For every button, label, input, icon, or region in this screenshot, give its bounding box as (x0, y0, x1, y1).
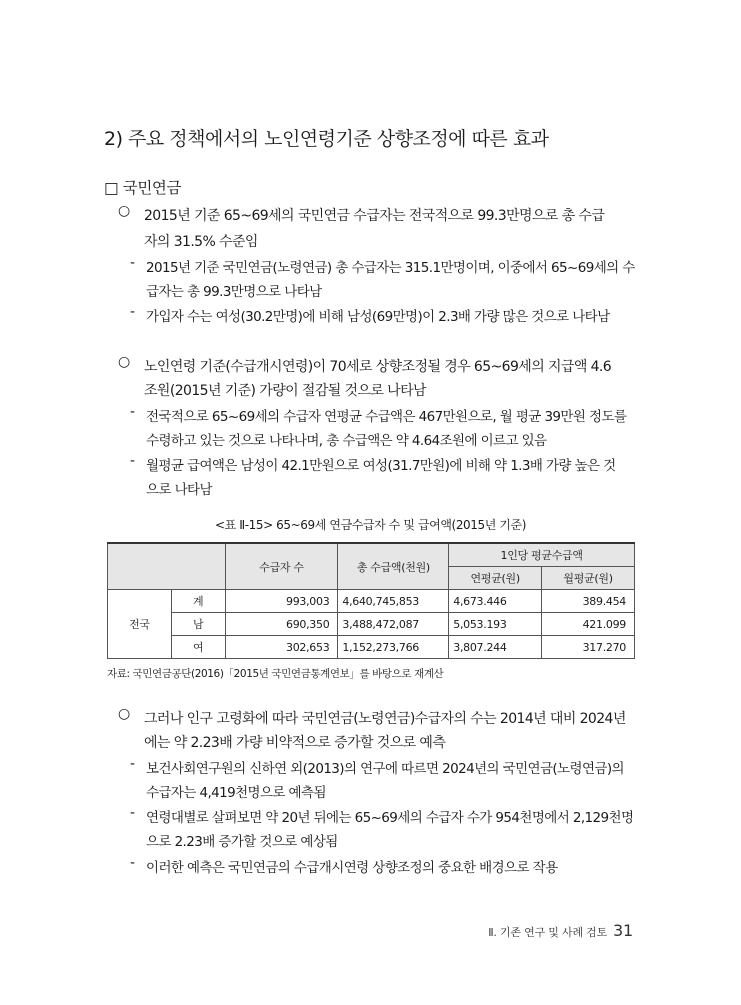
chapter-title: Ⅱ. 기존 연구 및 사례 검토 (488, 926, 608, 939)
s2-dash1-line1: 전국적으로 65~69세의 수급자 연평균 수급액은 467만원으로, 월 평균 39만원 정도를 (146, 409, 627, 425)
table-caption: <표 Ⅱ-15> 65~69세 연금수급자 수 및 급여액(2015년 기준) (214, 518, 527, 532)
s3-dash3-line1: 이러한 예측은 국민연금의 수급개시연령 상향조정의 중요한 배경으로 작용 (146, 860, 558, 876)
cell-monthly: 317.270 (542, 636, 635, 659)
s3-line1: 그러나 인구 고령화에 따라 국민연금(노령연금)수급자의 수는 2014년 대비 2024년 (144, 711, 626, 727)
section-heading: 2) 주요 정책에서의 노인연령기준 상향조정에 따른 효과 (104, 128, 549, 150)
row-label: 남 (171, 613, 225, 636)
cell-monthly: 389.454 (542, 590, 635, 613)
page-footer (488, 921, 633, 940)
s2-dash1-line2: 수령하고 있는 것으로 나타나며, 총 수급액은 약 4.64조원에 이르고 있음 (146, 433, 547, 449)
table-corner-cell (108, 543, 226, 590)
s2-line1: 노인연령 기준(수급개시연령)이 70세로 상향조정될 경우 65~69세의 지급액 4.6 (144, 359, 612, 375)
dash-mark: - (130, 404, 136, 420)
dash-mark: - (130, 255, 136, 271)
bullet-mark: ○ (118, 706, 131, 722)
pension-table (107, 542, 635, 659)
table-source: 자료: 국민연금공단(2016)「2015년 국민연금통계연보」를 바탕으로 재계산 (107, 668, 444, 680)
cell-total: 4,640,745,853 (338, 590, 449, 613)
table-header: 총 수급액(천원) (338, 543, 449, 590)
s1-dash1-line2: 급자는 총 99.3만명으로 나타남 (146, 284, 322, 300)
cell-annual: 5,053.193 (449, 613, 542, 636)
table-header: 수급자 수 (225, 543, 338, 590)
s1-dash1-line1: 2015년 기준 국민연금(노령연금) 총 수급자는 315.1만명이며, 이중에서 65~69세의 수 (146, 260, 635, 276)
s3-dash2-line1: 연령대별로 살펴보면 약 20년 뒤에는 65~69세의 수급자 수가 954천명에서 2,129천명 (146, 810, 634, 826)
region-cell: 전국 (108, 590, 172, 659)
bullet-mark: ○ (118, 203, 131, 219)
cell-total: 1,152,273,766 (338, 636, 449, 659)
subsection-heading: □ 국민연금 (104, 179, 182, 197)
cell-recipients: 302,653 (225, 636, 338, 659)
s3-dash1-line1: 보건사회연구원의 신하연 외(2013)의 연구에 따르면 2024년의 국민연금(노령연금)의 (146, 761, 624, 777)
cell-annual: 3,807.244 (449, 636, 542, 659)
s3-dash1-line2: 수급자는 4,419천명으로 예측됨 (146, 785, 326, 801)
table-header: 1인당 평균수급액 (449, 543, 635, 567)
dash-mark: - (130, 304, 136, 320)
cell-monthly: 421.099 (542, 613, 635, 636)
dash-mark: - (130, 805, 136, 821)
page-number: 31 (613, 921, 633, 940)
cell-total: 3,488,472,087 (338, 613, 449, 636)
dash-mark: - (130, 855, 136, 871)
dash-mark: - (130, 756, 136, 772)
s1-line1: 2015년 기준 65~69세의 국민연금 수급자는 전국적으로 99.3만명으로 총 수급 (144, 208, 605, 224)
table-row (108, 636, 635, 659)
bullet-mark: ○ (118, 354, 131, 370)
s1-line2: 자의 31.5% 수준임 (144, 234, 258, 250)
cell-annual: 4,673.446 (449, 590, 542, 613)
s2-dash2-line2: 으로 나타남 (146, 482, 212, 498)
cell-recipients: 690,350 (225, 613, 338, 636)
s2-dash2-line1: 월평균 급여액은 남성이 42.1만원으로 여성(31.7만원)에 비해 약 1.3배 가량 높은 것 (146, 458, 616, 474)
table-header: 연평균(원) (449, 567, 542, 590)
table-row (108, 590, 635, 613)
s2-line2: 조원(2015년 기준) 가량이 절감될 것으로 나타남 (144, 383, 426, 399)
s3-dash2-line2: 으로 2.23배 증가할 것으로 예상됨 (146, 834, 338, 850)
table-header: 월평균(원) (542, 567, 635, 590)
s1-dash2-line1: 가입자 수는 여성(30.2만명)에 비해 남성(69만명)이 2.3배 가량 많은 것으로 나타남 (146, 309, 610, 325)
cell-recipients: 993,003 (225, 590, 338, 613)
dash-mark: - (130, 453, 136, 469)
s3-line2: 에는 약 2.23배 가량 비약적으로 증가할 것으로 예측 (144, 735, 446, 751)
table-row (108, 613, 635, 636)
row-label: 여 (171, 636, 225, 659)
row-label: 계 (171, 590, 225, 613)
